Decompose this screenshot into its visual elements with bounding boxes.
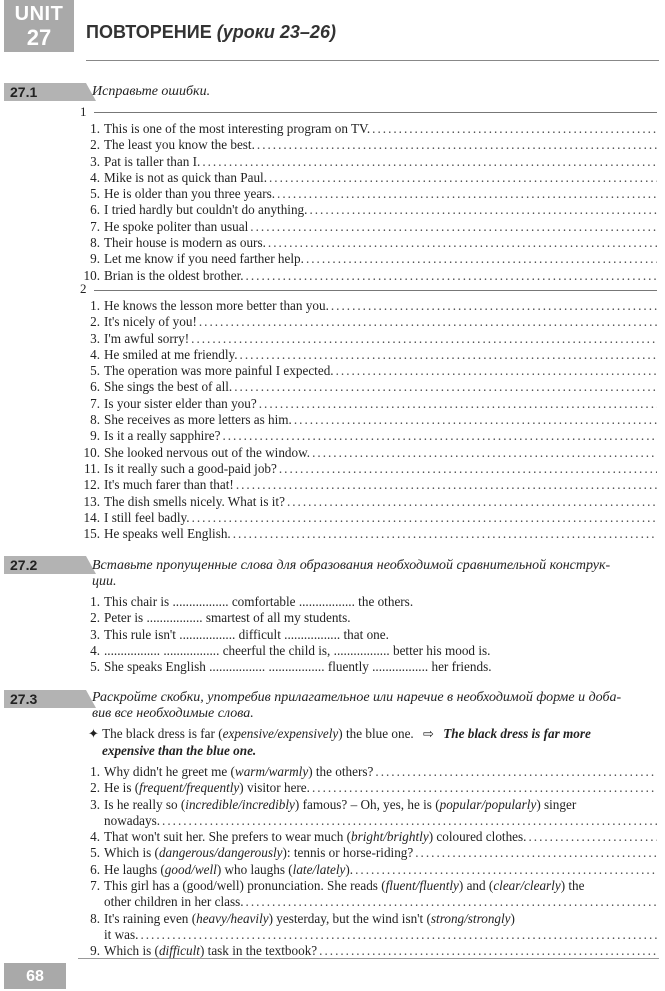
- item-number: 2.: [90, 610, 100, 626]
- list-item: [78, 298, 657, 314]
- item-text: He laughs (good/well) who laughs (late/lately).: [104, 861, 354, 877]
- item-number: 3.: [90, 796, 100, 812]
- list-item: [78, 235, 657, 251]
- list-item: [78, 428, 657, 444]
- item-number: 3.: [90, 153, 100, 169]
- list-item: [78, 379, 657, 395]
- example-text-after: ) the blue one.: [338, 726, 414, 741]
- example: [88, 726, 657, 759]
- item-continuation: other children in her class. .....: [78, 894, 657, 910]
- answer-dots: [234, 477, 657, 493]
- answer-dots: [334, 363, 657, 379]
- item-number: 3.: [90, 330, 100, 346]
- list-item: [78, 643, 657, 659]
- item-number: 13.: [83, 493, 100, 509]
- item-number: 1.: [90, 594, 100, 609]
- list-item: [78, 461, 657, 477]
- item-number: 9.: [90, 943, 100, 959]
- item-text: I tried hardly but couldn't do anything.: [104, 202, 308, 218]
- list-item: [78, 911, 657, 927]
- item-text: Peter is ................. smartest of all my students.: [104, 610, 351, 626]
- exercise-27-1-instruction: Исправьте ошибки.: [92, 84, 211, 99]
- item-text: The least you know the best.: [104, 137, 255, 153]
- item-number: 4.: [90, 169, 100, 185]
- item-text: It's nicely of you!: [104, 314, 197, 330]
- answer-dots: [266, 235, 657, 251]
- answer-dots: [304, 251, 657, 267]
- unit-badge: [4, 0, 74, 52]
- answer-dots: [310, 445, 657, 461]
- item-number: 5.: [90, 363, 100, 379]
- item-text: Which is (dangerous/dangerously): tennis or horse-riding?: [104, 845, 414, 861]
- list-item: [78, 219, 657, 235]
- item-number: 14.: [83, 509, 100, 525]
- list-item: [78, 659, 657, 675]
- item-text: Mike is not as quick than Paul.: [104, 169, 267, 185]
- list-item: [78, 268, 657, 284]
- item-text: She sings the best of all.: [104, 379, 233, 395]
- list-item: [78, 610, 657, 626]
- item-number: 12.: [83, 477, 100, 493]
- item-number: 1.: [90, 298, 100, 313]
- example-answer: The black dress is far more: [443, 726, 591, 741]
- exercise-27-2-instruction: [92, 558, 657, 590]
- item-text: This is one of the most interesting program on TV.: [104, 121, 371, 136]
- item-text: ................. ................. cheerful the child is, ................. better his mood is.: [104, 642, 491, 658]
- item-text: Let me know if you need farther help.: [104, 251, 304, 267]
- item-text: I still feel badly.: [104, 509, 190, 525]
- list-item: [78, 829, 657, 845]
- answer-dots: [353, 862, 657, 878]
- item-continuation: it was. .....: [78, 927, 657, 943]
- page-number: 68: [4, 963, 66, 989]
- item-text: He speaks well English.: [104, 526, 231, 542]
- item-text: I'm awful sorry!: [104, 330, 190, 346]
- item-number: 10.: [83, 267, 100, 283]
- list-item: [78, 477, 657, 493]
- list-item: [78, 154, 657, 170]
- answer-dots: [267, 170, 657, 186]
- item-number: 7.: [90, 878, 100, 894]
- list-item: [78, 121, 657, 137]
- item-text: Brian is the oldest brother.: [104, 267, 244, 283]
- item-number: 3.: [90, 626, 100, 642]
- item-number: 7.: [90, 395, 100, 411]
- answer-dots: [190, 510, 657, 526]
- item-text: Why didn't he greet me (warm/warmly) the others?: [104, 764, 374, 779]
- answer-dots: [244, 268, 657, 284]
- item-number: 1.: [90, 764, 100, 779]
- page-title-sub: (уроки 23–26): [216, 22, 336, 42]
- item-text: Pat is taller than I.: [104, 153, 201, 169]
- item-number: 2.: [90, 780, 100, 796]
- answer-dots: [232, 379, 657, 395]
- item-text: She receives as more letters as him.: [104, 412, 292, 428]
- answer-dots: [307, 202, 657, 218]
- unit-label: UNIT: [14, 3, 64, 25]
- item-number: 5.: [90, 845, 100, 861]
- answer-dots: [189, 331, 657, 347]
- example-bullet-icon: ✦: [88, 726, 100, 741]
- list-item: [78, 363, 657, 379]
- item-number: 8.: [90, 412, 100, 428]
- header-divider: [86, 60, 659, 61]
- item-text: Is he really so (incredible/incredibly) famous? – Oh, yes, he is (popular/popularly) singer: [104, 796, 577, 812]
- list-item: [78, 396, 657, 412]
- answer-dots: [526, 829, 657, 845]
- list-item: [78, 412, 657, 428]
- item-text: It's raining even (heavy/heavily) yesterday, but the wind isn't (strong/strongly): [104, 910, 515, 926]
- list-item: [78, 862, 657, 878]
- unit-number: 27: [26, 25, 52, 50]
- list-item: [78, 594, 657, 610]
- footer-divider: [78, 958, 659, 959]
- exercise-27-2-list: [78, 594, 657, 675]
- instruction-line: ции.: [92, 574, 117, 589]
- item-number: 7.: [90, 218, 100, 234]
- answer-dots: [257, 396, 657, 412]
- arrow-right-icon: ⇨: [423, 727, 434, 742]
- item-number: 5.: [90, 659, 100, 675]
- item-text: He knows the lesson more better than you.: [104, 298, 329, 313]
- item-number: 9.: [90, 251, 100, 267]
- item-number: 4.: [90, 829, 100, 845]
- answer-dots: [238, 347, 657, 363]
- item-number: 5.: [90, 186, 100, 202]
- instruction-line: Раскройте скобки, употребив прилагательное или наречие в необходимой форме и доба-: [92, 690, 622, 705]
- item-text: This rule isn't ................. difficult ................. that one.: [104, 626, 389, 642]
- item-number: 9.: [90, 428, 100, 444]
- item-text: Is your sister elder than you?: [104, 395, 257, 411]
- item-text: He is older than you three years.: [104, 186, 276, 202]
- list-item: [78, 170, 657, 186]
- list-item: [78, 780, 657, 796]
- list-item: [78, 186, 657, 202]
- exercise-number-27-1: 27.1: [4, 83, 86, 101]
- list-item: [78, 494, 657, 510]
- list-item: [78, 878, 657, 894]
- item-number: 8.: [90, 910, 100, 926]
- item-number: 15.: [83, 526, 100, 542]
- item-text: The dish smells nicely. What is it?: [104, 493, 285, 509]
- part-label-2: 2: [80, 281, 87, 296]
- part-label-1: 1: [80, 104, 87, 119]
- item-text: That won't suit her. She prefers to wear much (bright/brightly) coloured clothes.: [104, 829, 527, 845]
- example-text: The black dress is far (: [102, 726, 223, 741]
- item-text: Their house is modern as ours.: [104, 235, 266, 251]
- instruction-line: Вставьте пропущенные слова для образования необходимой сравнительной конструк-: [92, 558, 611, 573]
- item-number: 8.: [90, 235, 100, 251]
- list-item: [78, 202, 657, 218]
- page-title-main: ПОВТОРЕНИЕ: [86, 22, 212, 42]
- answer-dots: [200, 154, 657, 170]
- answer-dots: [255, 137, 657, 153]
- example-italic: expensive/expensively: [222, 726, 339, 741]
- item-text: Is it really such a good-paid job?: [104, 460, 277, 476]
- list-item: [78, 445, 657, 461]
- item-text: He spoke politer than usual: [104, 218, 249, 234]
- item-number: 6.: [90, 379, 100, 395]
- answer-dots: [292, 412, 657, 428]
- page-title: [86, 22, 336, 43]
- answer-dots: [370, 121, 657, 137]
- exercise-number-27-3: 27.3: [4, 690, 86, 708]
- list-item: [78, 627, 657, 643]
- exercise-number-27-2: 27.2: [4, 556, 86, 574]
- answer-dots: [275, 186, 657, 202]
- item-text: Which is (difficult) task in the textbook?: [104, 943, 318, 959]
- item-text: This girl has a (good/well) pronunciation. She reads (fluent/fluently) and (clear/clearly) the: [104, 878, 585, 894]
- answer-dots: [197, 314, 657, 330]
- answer-dots: [138, 927, 657, 943]
- item-text: The operation was more painful I expected.: [104, 363, 334, 379]
- list-item: [78, 764, 657, 780]
- list-item: [78, 314, 657, 330]
- answer-dots: [329, 298, 657, 314]
- answer-dots: [413, 845, 657, 861]
- answer-dots: [160, 813, 657, 829]
- item-number: 4.: [90, 346, 100, 362]
- exercise-27-3-list: [78, 764, 657, 960]
- list-item: [78, 347, 657, 363]
- item-number: 4.: [90, 642, 100, 658]
- item-text: Is it a really sapphire?: [104, 428, 221, 444]
- item-number: 6.: [90, 202, 100, 218]
- item-continuation: nowadays. .....: [78, 813, 657, 829]
- item-number: 11.: [84, 460, 100, 476]
- item-text: It's much farer than that!: [104, 477, 234, 493]
- item-number: 2.: [90, 137, 100, 153]
- item-text: He is (frequent/frequently) visitor here.: [104, 780, 310, 796]
- item-number: 6.: [90, 861, 100, 877]
- answer-dots: [248, 219, 657, 235]
- answer-dots: [277, 461, 657, 477]
- list-item: [78, 845, 657, 861]
- exercise-27-1-part-2-list: [78, 298, 657, 542]
- list-item: [78, 797, 657, 813]
- example-answer-cont: expensive than the blue one.: [102, 743, 257, 758]
- item-number: 1.: [90, 121, 100, 136]
- list-item: [78, 331, 657, 347]
- exercise-27-1-part-1-list: [78, 121, 657, 284]
- item-text: She speaks English ................. ................. fluently ................. her friends.: [104, 659, 492, 675]
- answer-dots: [231, 526, 657, 542]
- list-item: [78, 251, 657, 267]
- list-item: [78, 526, 657, 542]
- item-text: This chair is ................. comfortable ................. the others.: [104, 594, 414, 609]
- part-1-divider: [94, 112, 657, 113]
- item-text: She looked nervous out of the window.: [104, 444, 311, 460]
- answer-dots: [220, 428, 657, 444]
- instruction-line: вив все необходимые слова.: [92, 706, 254, 721]
- item-text: He smiled at me friendly.: [104, 346, 238, 362]
- answer-dots: [373, 764, 657, 780]
- answer-dots: [285, 494, 657, 510]
- answer-dots: [310, 780, 657, 796]
- part-2-divider: [94, 290, 657, 291]
- list-item: [78, 137, 657, 153]
- list-item: [78, 510, 657, 526]
- answer-dots: [244, 894, 657, 910]
- item-number: 2.: [90, 314, 100, 330]
- item-number: 10.: [83, 444, 100, 460]
- exercise-27-3-instruction: [92, 690, 657, 722]
